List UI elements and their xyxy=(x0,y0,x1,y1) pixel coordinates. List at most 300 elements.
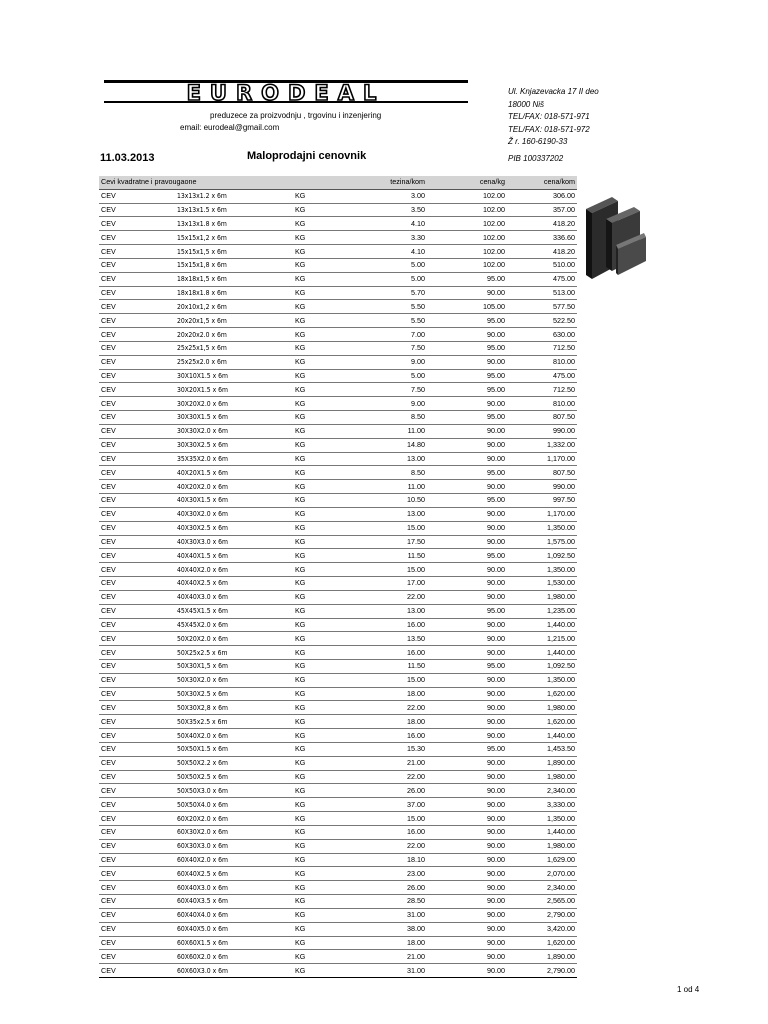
row-price-kg: 90.00 xyxy=(427,756,507,770)
row-type: CEV xyxy=(99,452,175,466)
row-price-kg: 90.00 xyxy=(427,770,507,784)
row-unit: KG xyxy=(293,867,349,881)
row-price-kg: 90.00 xyxy=(427,881,507,895)
row-dimension: 60X20X2.0 x 6m xyxy=(175,812,293,826)
row-dimension: 20x10x1,2 x 6m xyxy=(175,300,293,314)
row-unit: KG xyxy=(293,314,349,328)
row-unit: KG xyxy=(293,535,349,549)
row-type: CEV xyxy=(99,480,175,494)
row-unit: KG xyxy=(293,328,349,342)
row-dimension: 18x18x1,5 x 6m xyxy=(175,272,293,286)
row-price-kg: 90.00 xyxy=(427,424,507,438)
row-dimension: 45X45X1.5 x 6m xyxy=(175,604,293,618)
row-price-kg: 90.00 xyxy=(427,853,507,867)
row-dimension: 13x13x1.2 x 6m xyxy=(175,189,293,203)
row-weight: 16.00 xyxy=(349,729,427,743)
row-price-piece: 1,980.00 xyxy=(507,770,577,784)
page-number: 1 od 4 xyxy=(677,985,700,994)
row-dimension: 15x15x1,8 x 6m xyxy=(175,258,293,272)
table-row xyxy=(99,659,577,673)
table-row xyxy=(99,742,577,756)
row-unit: KG xyxy=(293,258,349,272)
row-price-piece: 1,629.00 xyxy=(507,853,577,867)
row-type: CEV xyxy=(99,604,175,618)
row-type: CEV xyxy=(99,397,175,411)
table-row xyxy=(99,272,577,286)
row-price-kg: 95.00 xyxy=(427,549,507,563)
contact-block xyxy=(508,86,599,149)
row-price-piece: 1,092.50 xyxy=(507,659,577,673)
row-type: CEV xyxy=(99,701,175,715)
row-dimension: 60X60X2.0 x 6m xyxy=(175,950,293,964)
row-unit: KG xyxy=(293,742,349,756)
row-unit: KG xyxy=(293,798,349,812)
tel-fax-line-2: TEL/FAX: 018-571-972 xyxy=(508,124,590,134)
row-type: CEV xyxy=(99,964,175,978)
row-weight: 11.50 xyxy=(349,659,427,673)
row-weight: 17.50 xyxy=(349,535,427,549)
header-price-piece: cena/kom xyxy=(507,176,577,189)
row-price-piece: 2,070.00 xyxy=(507,867,577,881)
row-unit: KG xyxy=(293,770,349,784)
row-price-piece: 3,330.00 xyxy=(507,798,577,812)
table-row xyxy=(99,231,577,245)
row-dimension: 25x25x1,5 x 6m xyxy=(175,341,293,355)
row-dimension: 35X35X2.0 x 6m xyxy=(175,452,293,466)
row-price-kg: 90.00 xyxy=(427,618,507,632)
row-type: CEV xyxy=(99,424,175,438)
row-price-piece: 1,980.00 xyxy=(507,590,577,604)
row-weight: 5.00 xyxy=(349,272,427,286)
row-price-kg: 90.00 xyxy=(427,646,507,660)
row-unit: KG xyxy=(293,355,349,369)
row-unit: KG xyxy=(293,203,349,217)
table-row xyxy=(99,466,577,480)
table-row xyxy=(99,507,577,521)
row-type: CEV xyxy=(99,839,175,853)
row-type: CEV xyxy=(99,258,175,272)
row-price-piece: 1,332.00 xyxy=(507,438,577,452)
row-price-kg: 95.00 xyxy=(427,466,507,480)
row-dimension: 40X20X1.5 x 6m xyxy=(175,466,293,480)
row-unit: KG xyxy=(293,466,349,480)
row-unit: KG xyxy=(293,245,349,259)
row-dimension: 50X50X2.2 x 6m xyxy=(175,756,293,770)
table-row xyxy=(99,217,577,231)
row-price-kg: 95.00 xyxy=(427,369,507,383)
row-dimension: 60X40X3.5 x 6m xyxy=(175,895,293,909)
row-dimension: 40X30X1.5 x 6m xyxy=(175,494,293,508)
row-type: CEV xyxy=(99,189,175,203)
row-price-piece: 1,620.00 xyxy=(507,687,577,701)
row-type: CEV xyxy=(99,908,175,922)
table-row xyxy=(99,521,577,535)
row-unit: KG xyxy=(293,687,349,701)
row-price-kg: 90.00 xyxy=(427,922,507,936)
row-type: CEV xyxy=(99,729,175,743)
row-dimension: 50X50X1.5 x 6m xyxy=(175,742,293,756)
row-price-kg: 95.00 xyxy=(427,341,507,355)
row-unit: KG xyxy=(293,494,349,508)
row-unit: KG xyxy=(293,397,349,411)
row-type: CEV xyxy=(99,673,175,687)
table-row xyxy=(99,563,577,577)
row-dimension: 50X30X2.0 x 6m xyxy=(175,673,293,687)
row-unit: KG xyxy=(293,438,349,452)
row-type: CEV xyxy=(99,272,175,286)
row-unit: KG xyxy=(293,964,349,978)
row-unit: KG xyxy=(293,881,349,895)
table-row xyxy=(99,646,577,660)
row-price-piece: 1,980.00 xyxy=(507,839,577,853)
row-dimension: 40X30X3.0 x 6m xyxy=(175,535,293,549)
row-weight: 22.00 xyxy=(349,701,427,715)
row-price-piece: 2,790.00 xyxy=(507,964,577,978)
row-unit: KG xyxy=(293,812,349,826)
row-type: CEV xyxy=(99,328,175,342)
row-type: CEV xyxy=(99,798,175,812)
row-dimension: 40X30X2.5 x 6m xyxy=(175,521,293,535)
row-weight: 17.00 xyxy=(349,577,427,591)
row-unit: KG xyxy=(293,908,349,922)
row-unit: KG xyxy=(293,825,349,839)
row-price-kg: 90.00 xyxy=(427,452,507,466)
row-dimension: 50X40X2.0 x 6m xyxy=(175,729,293,743)
steel-pipes-icon xyxy=(582,195,646,281)
row-price-kg: 90.00 xyxy=(427,632,507,646)
row-weight: 5.00 xyxy=(349,258,427,272)
row-type: CEV xyxy=(99,853,175,867)
row-weight: 7.00 xyxy=(349,328,427,342)
table-row xyxy=(99,895,577,909)
row-price-piece: 418.20 xyxy=(507,245,577,259)
row-weight: 3.00 xyxy=(349,189,427,203)
row-type: CEV xyxy=(99,867,175,881)
row-price-piece: 712.50 xyxy=(507,383,577,397)
table-row xyxy=(99,715,577,729)
row-type: CEV xyxy=(99,936,175,950)
row-price-kg: 90.00 xyxy=(427,535,507,549)
row-weight: 14.80 xyxy=(349,438,427,452)
row-dimension: 40X40X1.5 x 6m xyxy=(175,549,293,563)
table-row xyxy=(99,286,577,300)
row-price-piece: 1,092.50 xyxy=(507,549,577,563)
row-price-kg: 102.00 xyxy=(427,231,507,245)
row-weight: 15.00 xyxy=(349,673,427,687)
header-category: Cevi kvadratne i pravougaone xyxy=(99,176,349,189)
row-weight: 11.00 xyxy=(349,480,427,494)
row-unit: KG xyxy=(293,922,349,936)
row-unit: KG xyxy=(293,272,349,286)
row-type: CEV xyxy=(99,687,175,701)
row-unit: KG xyxy=(293,507,349,521)
row-unit: KG xyxy=(293,452,349,466)
row-weight: 18.00 xyxy=(349,936,427,950)
row-price-kg: 105.00 xyxy=(427,300,507,314)
row-weight: 21.00 xyxy=(349,950,427,964)
row-price-kg: 90.00 xyxy=(427,480,507,494)
row-unit: KG xyxy=(293,480,349,494)
eurodeal-logo xyxy=(104,76,468,110)
row-dimension: 18x18x1.8 x 6m xyxy=(175,286,293,300)
row-type: CEV xyxy=(99,618,175,632)
row-dimension: 50X20X2.0 x 6m xyxy=(175,632,293,646)
row-weight: 22.00 xyxy=(349,590,427,604)
row-price-piece: 522.50 xyxy=(507,314,577,328)
row-price-piece: 990.00 xyxy=(507,480,577,494)
row-price-piece: 1,350.00 xyxy=(507,812,577,826)
row-price-kg: 90.00 xyxy=(427,355,507,369)
row-price-piece: 712.50 xyxy=(507,341,577,355)
row-type: CEV xyxy=(99,577,175,591)
row-weight: 10.50 xyxy=(349,494,427,508)
table-row xyxy=(99,258,577,272)
row-price-piece: 1,235.00 xyxy=(507,604,577,618)
row-price-piece: 357.00 xyxy=(507,203,577,217)
row-weight: 15.00 xyxy=(349,521,427,535)
row-type: CEV xyxy=(99,300,175,314)
row-price-kg: 95.00 xyxy=(427,494,507,508)
row-weight: 3.30 xyxy=(349,231,427,245)
row-unit: KG xyxy=(293,189,349,203)
row-dimension: 13x13x1.5 x 6m xyxy=(175,203,293,217)
row-weight: 16.00 xyxy=(349,825,427,839)
row-price-kg: 95.00 xyxy=(427,742,507,756)
row-price-piece: 1,440.00 xyxy=(507,618,577,632)
row-type: CEV xyxy=(99,659,175,673)
row-type: CEV xyxy=(99,217,175,231)
row-price-kg: 90.00 xyxy=(427,521,507,535)
row-price-kg: 90.00 xyxy=(427,577,507,591)
row-unit: KG xyxy=(293,659,349,673)
row-weight: 9.00 xyxy=(349,397,427,411)
row-unit: KG xyxy=(293,217,349,231)
row-weight: 5.50 xyxy=(349,314,427,328)
row-weight: 31.00 xyxy=(349,908,427,922)
row-weight: 8.50 xyxy=(349,411,427,425)
row-unit: KG xyxy=(293,577,349,591)
row-price-piece: 1,620.00 xyxy=(507,936,577,950)
table-row xyxy=(99,618,577,632)
row-dimension: 40X30X2.0 x 6m xyxy=(175,507,293,521)
row-dimension: 60X60X3.0 x 6m xyxy=(175,964,293,978)
row-dimension: 13x13x1.8 x 6m xyxy=(175,217,293,231)
row-type: CEV xyxy=(99,950,175,964)
table-row xyxy=(99,673,577,687)
table-row xyxy=(99,784,577,798)
row-type: CEV xyxy=(99,383,175,397)
table-row xyxy=(99,383,577,397)
row-price-kg: 90.00 xyxy=(427,729,507,743)
row-price-kg: 95.00 xyxy=(427,411,507,425)
row-unit: KG xyxy=(293,756,349,770)
table-row xyxy=(99,701,577,715)
row-price-piece: 577.50 xyxy=(507,300,577,314)
row-price-kg: 102.00 xyxy=(427,217,507,231)
document-date: 11.03.2013 xyxy=(100,152,155,164)
row-weight: 5.50 xyxy=(349,300,427,314)
row-unit: KG xyxy=(293,936,349,950)
table-row xyxy=(99,798,577,812)
table-row xyxy=(99,480,577,494)
row-price-kg: 90.00 xyxy=(427,286,507,300)
row-type: CEV xyxy=(99,590,175,604)
table-row xyxy=(99,245,577,259)
row-dimension: 40X20X2.0 x 6m xyxy=(175,480,293,494)
row-price-piece: 1,440.00 xyxy=(507,729,577,743)
row-price-piece: 2,340.00 xyxy=(507,881,577,895)
table-row xyxy=(99,590,577,604)
row-weight: 9.00 xyxy=(349,355,427,369)
row-dimension: 20x20x2.0 x 6m xyxy=(175,328,293,342)
row-price-kg: 90.00 xyxy=(427,964,507,978)
table-row xyxy=(99,397,577,411)
table-row xyxy=(99,328,577,342)
row-price-kg: 90.00 xyxy=(427,328,507,342)
row-unit: KG xyxy=(293,286,349,300)
table-row xyxy=(99,341,577,355)
row-price-piece: 810.00 xyxy=(507,355,577,369)
row-price-kg: 90.00 xyxy=(427,798,507,812)
row-unit: KG xyxy=(293,341,349,355)
row-unit: KG xyxy=(293,950,349,964)
row-type: CEV xyxy=(99,563,175,577)
row-unit: KG xyxy=(293,231,349,245)
table-row xyxy=(99,452,577,466)
row-weight: 13.00 xyxy=(349,507,427,521)
row-weight: 22.00 xyxy=(349,770,427,784)
row-price-kg: 95.00 xyxy=(427,314,507,328)
row-price-piece: 1,620.00 xyxy=(507,715,577,729)
table-header-row xyxy=(99,176,577,189)
row-price-piece: 1,440.00 xyxy=(507,646,577,660)
row-price-kg: 90.00 xyxy=(427,867,507,881)
row-price-kg: 90.00 xyxy=(427,673,507,687)
row-unit: KG xyxy=(293,784,349,798)
table-row xyxy=(99,438,577,452)
row-weight: 13.50 xyxy=(349,632,427,646)
row-weight: 8.50 xyxy=(349,466,427,480)
row-dimension: 25x25x2.0 x 6m xyxy=(175,355,293,369)
row-price-kg: 90.00 xyxy=(427,895,507,909)
row-dimension: 40X40X2.0 x 6m xyxy=(175,563,293,577)
row-type: CEV xyxy=(99,549,175,563)
row-weight: 21.00 xyxy=(349,756,427,770)
account-line: Ž r. 160-6190-33 xyxy=(508,137,568,147)
row-unit: KG xyxy=(293,521,349,535)
table-row xyxy=(99,300,577,314)
row-unit: KG xyxy=(293,424,349,438)
row-price-piece: 1,350.00 xyxy=(507,563,577,577)
row-dimension: 50X35x2.5 x 6m xyxy=(175,715,293,729)
row-price-kg: 90.00 xyxy=(427,715,507,729)
row-type: CEV xyxy=(99,466,175,480)
row-price-piece: 630.00 xyxy=(507,328,577,342)
row-type: CEV xyxy=(99,411,175,425)
row-dimension: 30X20X2.0 x 6m xyxy=(175,397,293,411)
table-row xyxy=(99,770,577,784)
row-price-piece: 1,890.00 xyxy=(507,950,577,964)
row-price-kg: 90.00 xyxy=(427,784,507,798)
row-price-kg: 90.00 xyxy=(427,839,507,853)
row-price-piece: 1,440.00 xyxy=(507,825,577,839)
row-dimension: 60X30X2.0 x 6m xyxy=(175,825,293,839)
company-email: email: eurodeal@gmail.com xyxy=(180,123,280,132)
svg-text:EURODEAL: EURODEAL xyxy=(186,81,386,105)
row-weight: 18.00 xyxy=(349,715,427,729)
row-price-piece: 336.60 xyxy=(507,231,577,245)
row-type: CEV xyxy=(99,494,175,508)
row-price-kg: 90.00 xyxy=(427,687,507,701)
row-type: CEV xyxy=(99,314,175,328)
row-weight: 7.50 xyxy=(349,383,427,397)
row-price-kg: 90.00 xyxy=(427,825,507,839)
row-price-kg: 90.00 xyxy=(427,507,507,521)
row-weight: 26.00 xyxy=(349,784,427,798)
row-type: CEV xyxy=(99,895,175,909)
row-dimension: 45X45X2.0 x 6m xyxy=(175,618,293,632)
row-type: CEV xyxy=(99,742,175,756)
row-price-piece: 1,980.00 xyxy=(507,701,577,715)
row-weight: 22.00 xyxy=(349,839,427,853)
row-unit: KG xyxy=(293,853,349,867)
document-title: Maloprodajni cenovnik xyxy=(247,150,367,162)
row-unit: KG xyxy=(293,895,349,909)
row-price-kg: 102.00 xyxy=(427,245,507,259)
table-row xyxy=(99,922,577,936)
row-dimension: 15x15x1,5 x 6m xyxy=(175,245,293,259)
row-unit: KG xyxy=(293,715,349,729)
row-weight: 5.00 xyxy=(349,369,427,383)
row-unit: KG xyxy=(293,300,349,314)
row-weight: 16.00 xyxy=(349,646,427,660)
row-price-piece: 475.00 xyxy=(507,272,577,286)
row-price-piece: 1,530.00 xyxy=(507,577,577,591)
row-weight: 4.10 xyxy=(349,217,427,231)
row-type: CEV xyxy=(99,770,175,784)
row-dimension: 50X30X1,5 x 6m xyxy=(175,659,293,673)
row-weight: 26.00 xyxy=(349,881,427,895)
row-weight: 31.00 xyxy=(349,964,427,978)
row-dimension: 40X40X2.5 x 6m xyxy=(175,577,293,591)
row-dimension: 50X50X4.0 x 6m xyxy=(175,798,293,812)
row-price-piece: 510.00 xyxy=(507,258,577,272)
row-type: CEV xyxy=(99,715,175,729)
row-type: CEV xyxy=(99,825,175,839)
row-unit: KG xyxy=(293,383,349,397)
row-type: CEV xyxy=(99,203,175,217)
row-type: CEV xyxy=(99,922,175,936)
table-row xyxy=(99,756,577,770)
row-price-piece: 1,170.00 xyxy=(507,507,577,521)
row-weight: 15.30 xyxy=(349,742,427,756)
row-price-piece: 475.00 xyxy=(507,369,577,383)
row-weight: 7.50 xyxy=(349,341,427,355)
row-unit: KG xyxy=(293,549,349,563)
table-row xyxy=(99,189,577,203)
row-type: CEV xyxy=(99,756,175,770)
row-price-piece: 2,565.00 xyxy=(507,895,577,909)
row-weight: 28.50 xyxy=(349,895,427,909)
row-price-kg: 102.00 xyxy=(427,189,507,203)
table-row xyxy=(99,494,577,508)
row-dimension: 30X20X1.5 x 6m xyxy=(175,383,293,397)
table-row xyxy=(99,812,577,826)
row-dimension: 60X40X2.5 x 6m xyxy=(175,867,293,881)
row-dimension: 50X25x2.5 x 6m xyxy=(175,646,293,660)
row-price-kg: 102.00 xyxy=(427,203,507,217)
row-type: CEV xyxy=(99,646,175,660)
